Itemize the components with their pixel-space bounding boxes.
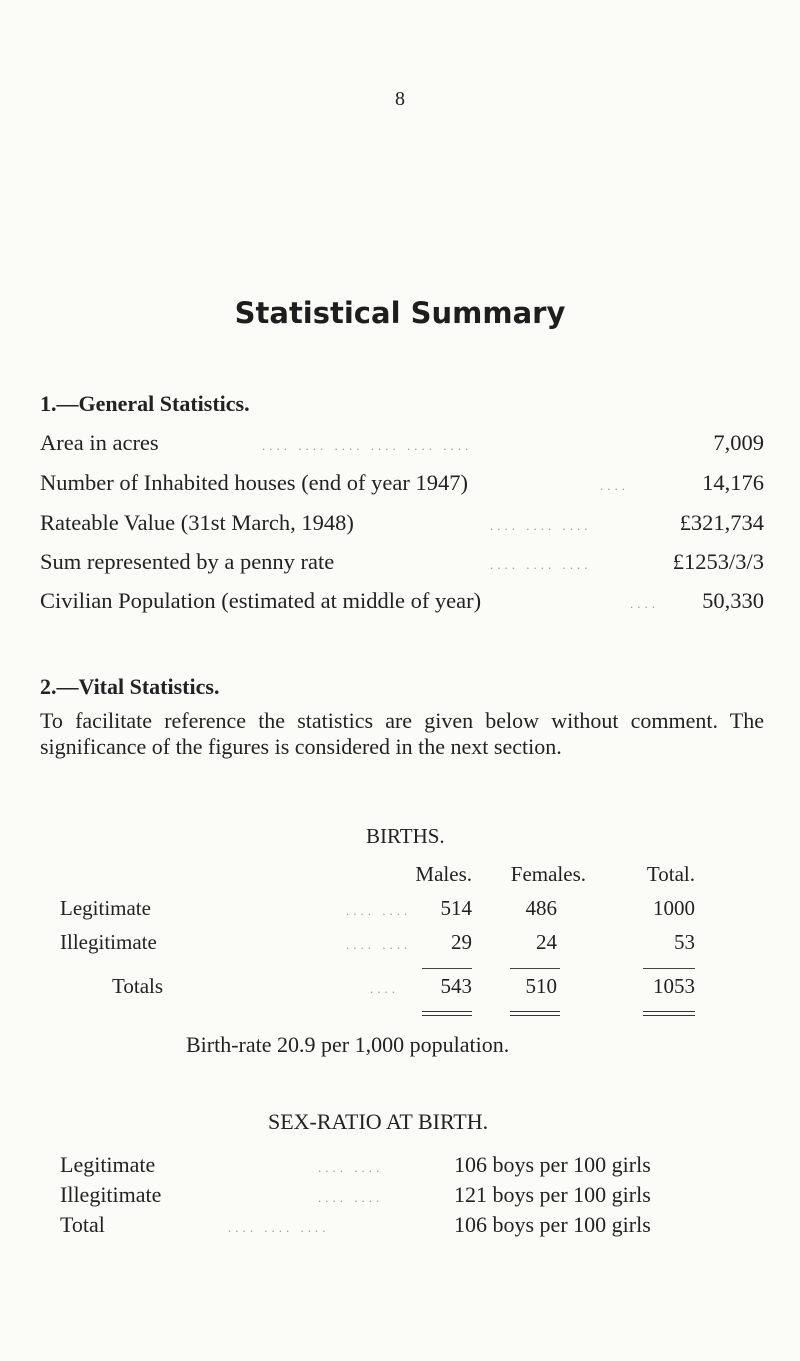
leader-dots: .... [370, 981, 399, 996]
births-totals-total: 1053 [653, 974, 695, 998]
sex-ratio-row-label: Legitimate [60, 1152, 156, 1177]
births-females-value: 486 [525, 896, 557, 920]
sex-ratio-row-label: Total [60, 1212, 105, 1237]
subtotal-rule [422, 968, 472, 969]
page-number: 8 [395, 88, 405, 110]
leader-dots: .... .... [318, 1160, 384, 1175]
total-double-rule [422, 1011, 472, 1016]
leader-dots: .... .... .... [490, 557, 592, 572]
leader-dots: .... .... [318, 1190, 384, 1205]
general-row-label: Rateable Value (31st March, 1948) [40, 510, 354, 535]
leader-dots: .... [630, 596, 659, 611]
birth-rate-line: Birth-rate 20.9 per 1,000 population. [186, 1032, 510, 1057]
general-row-label: Number of Inhabited houses (end of year 1947) [40, 470, 468, 495]
leader-dots: .... .... .... .... .... .... [262, 438, 473, 453]
births-males-value: 514 [440, 896, 472, 920]
subtotal-rule [643, 968, 695, 969]
births-totals-males: 543 [440, 974, 472, 998]
column-header-males: Males. [415, 862, 472, 886]
births-total-value: 53 [674, 930, 695, 954]
general-row-value: £1253/3/3 [672, 549, 764, 574]
births-row-label: Legitimate [60, 896, 151, 920]
leader-dots: .... .... [346, 903, 412, 918]
page-title: Statistical Summary [234, 296, 566, 330]
leader-dots: .... .... [346, 937, 412, 952]
vital-statistics-heading: 2.—Vital Statistics. [40, 674, 220, 699]
total-double-rule [643, 1011, 695, 1016]
general-row-label: Sum represented by a penny rate [40, 549, 335, 574]
vital-statistics-intro: To facilitate reference the statistics are given below without comment. The significance of the figures is considered in the next section. [40, 708, 764, 759]
general-row-value: 14,176 [702, 470, 764, 495]
subtotal-rule [510, 968, 560, 969]
births-totals-label: Totals [112, 974, 164, 998]
births-totals-females: 510 [525, 974, 557, 998]
total-double-rule [510, 1011, 560, 1016]
births-heading: BIRTHS. [366, 824, 445, 848]
general-row-value: 50,330 [702, 588, 764, 613]
general-row-value: 7,009 [713, 430, 764, 455]
column-header-females: Females. [510, 862, 586, 886]
sex-ratio-row-value: 106 boys per 100 girls [454, 1152, 651, 1177]
column-header-total: Total. [646, 862, 695, 886]
leader-dots: .... .... .... [490, 518, 592, 533]
sex-ratio-row-label: Illegitimate [60, 1182, 162, 1207]
sex-ratio-row-value: 121 boys per 100 girls [454, 1182, 651, 1207]
leader-dots: .... [600, 478, 629, 493]
sex-ratio-row-value: 106 boys per 100 girls [454, 1212, 651, 1237]
general-statistics-heading: 1.—General Statistics. [40, 391, 250, 416]
general-row-label: Area in acres [40, 430, 159, 455]
leader-dots: .... .... .... [228, 1220, 330, 1235]
general-row-value: £321,734 [679, 510, 764, 535]
sex-ratio-heading: SEX-RATIO AT BIRTH. [268, 1109, 489, 1134]
births-total-value: 1000 [653, 896, 695, 920]
births-females-value: 24 [536, 930, 557, 954]
births-row-label: Illegitimate [60, 930, 157, 954]
general-row-label: Civilian Population (estimated at middle of year) [40, 588, 482, 613]
births-males-value: 29 [451, 930, 472, 954]
